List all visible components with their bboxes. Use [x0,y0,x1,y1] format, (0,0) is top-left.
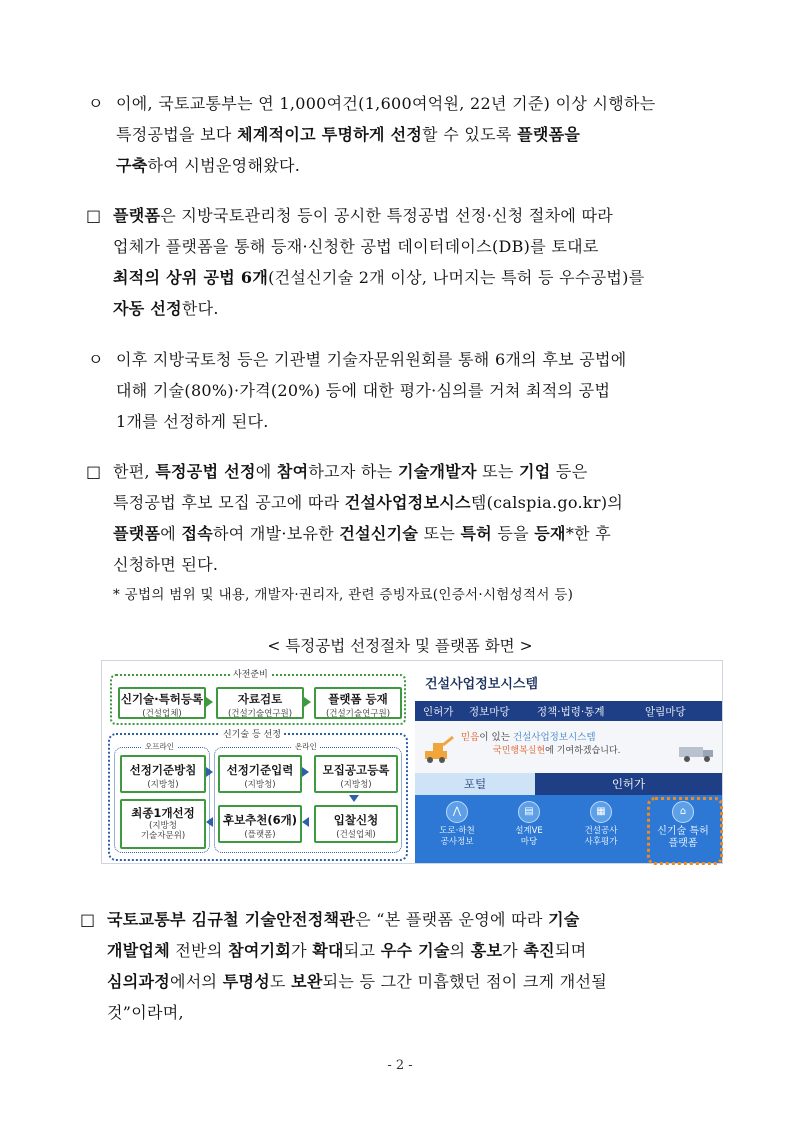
report-icon: ▦ [590,801,612,823]
p3-line3: 1개를 선정하게 된다. [116,412,269,431]
p5-line3: 심의과정에서의 투명성도 보완되는 등 그간 미흡했던 점이 크게 개선될 [107,972,608,991]
arrow-right-icon [304,697,311,707]
p1-line3: 구축하여 시범운영해왔다. [116,156,301,175]
banner-line1: 믿음이 있는 건설사업정보시스템 [461,732,596,743]
site-menu-panel [415,795,722,863]
p4-line1: 한편, 특정공법 선정에 참여하고자 하는 기술개발자 또는 기업 등은 [113,462,588,481]
arrow-left-icon [206,817,213,827]
p2-line2: 업체가 플랫폼을 통해 등재·신청한 공법 데이터데이스(DB)를 토대로 [113,237,599,256]
step-final-selection: 최종1개선정 (지방청 기술자문위) [120,799,206,849]
site-nav [415,701,722,721]
nav-item-policy[interactable]: 정책·법령·통계 [537,706,605,718]
figure [101,660,723,864]
step-criteria-input: 선정기준입력 (지방청) [218,755,302,793]
p5-line1: 국토교통부 김규철 기술안전정책관은 “본 플랫폼 운영에 따라 기술 [107,910,580,929]
p2-line1: 플랫폼은 지방국토관리청 등이 공시한 특정공법 선정·신청 절차에 따라 [113,206,614,225]
menu-post-evaluation[interactable]: ▦ 건설공사 사후평가 [569,801,633,848]
p1-line2: 특정공법을 보다 체계적이고 투명하게 선정할 수 있도록 플랫폼을 [116,125,581,144]
banner-line2: 국민행복실현에 기여하겠습니다. [493,746,621,756]
step-recruit-notice: 모집공고등록 (지방청) [314,755,398,793]
circle-bullet: ㅇ [88,94,104,113]
group-selection-label: 신기술 등 선정 [220,727,284,740]
page-number: - 2 - [387,1058,413,1073]
step-candidate-recommend: 후보추천(6개) (플랫폼) [218,805,302,843]
p4-line4: 신청하면 된다. [113,555,219,574]
p2-line3: 최적의 상위 공법 6개(건설신기술 2개 이상, 나머지는 특허 등 우수공법)를 [113,268,645,287]
site-title: 건설사업정보시스템 [425,677,539,692]
tab-portal[interactable]: 포털 [415,773,535,795]
tab-permits[interactable]: 인허가 [535,773,722,795]
offline-label: 오프라인 [142,741,177,752]
arrow-right-icon [302,767,309,777]
arrow-right-icon [206,697,213,707]
menu-design-ve[interactable]: ▤ 설계VE 마당 [497,801,561,848]
document-icon: ▤ [518,801,540,823]
platform-screenshot [415,661,722,863]
highlight-outline [647,797,723,865]
p5-line2: 개발업체 전반의 참여기회가 확대되고 우수 기술의 홍보가 촉진되며 [107,941,587,960]
online-label: 온라인 [292,741,320,752]
circle-bullet: ㅇ [88,350,104,369]
square-bullet: □ [86,206,102,225]
footnote: * 공법의 범위 및 내용, 개발자·권리자, 관련 증빙자료(인증서·시험성적서 등) [113,587,574,603]
menu-road-river[interactable]: ⋀ 도로·하천 공사정보 [425,801,489,848]
excavator-icon [421,733,457,763]
square-bullet: □ [86,462,102,481]
nav-item-notice[interactable]: 알림마당 [645,706,686,718]
step-selection-policy: 선정기준방침 (지방청) [120,755,206,793]
p4-line2: 특정공법 후보 모집 공고에 따라 건설사업정보시스템(calspia.go.kr)의 [113,493,624,512]
menu-tech-patent-platform[interactable]: ⌂ 신기술 특허 플랫폼 [651,801,715,850]
figure-caption: < 특정공법 선정절차 및 플랫폼 화면 > [267,637,533,655]
nav-item-info[interactable]: 정보마당 [469,706,510,718]
p3-line2: 대해 기술(80%)·가격(20%) 등에 대한 평가·심의를 거쳐 최적의 공법 [116,381,611,400]
p5-line4: 것”이라며, [107,1003,184,1022]
nav-item-permits[interactable]: 인허가 [423,706,454,718]
arrow-right-icon [206,767,213,777]
crane-icon: ⌂ [672,801,694,823]
step-bid-application: 입찰신청 (건설업체) [314,805,398,843]
p1-line1: 이에, 국토교통부는 연 1,000여건(1,600여억원, 22년 기준) 이상 시행하는 [116,94,656,113]
step-data-review: 자료검토 (건설기술연구원) [216,687,304,719]
arrow-left-icon [302,817,309,827]
step-tech-register: 신기술·특허등록 (건설업체) [118,687,206,719]
group-pre-label: 사전준비 [230,667,271,680]
truck-icon [677,735,717,765]
step-platform-listing: 플랫폼 등재 (건설기술연구원) [314,687,402,719]
site-banner [415,721,722,773]
p2-line4: 자동 선정한다. [113,299,219,318]
p4-line3: 플랫폼에 접속하여 개발·보유한 건설신기술 또는 특허 등을 등재*한 후 [113,524,612,543]
process-diagram [102,661,410,863]
p3-line1: 이후 지방국토청 등은 기관별 기술자문위원회를 통해 6개의 후보 공법에 [116,350,627,369]
square-bullet: □ [80,910,96,929]
arrow-down-icon [349,795,359,802]
road-icon: ⋀ [446,801,468,823]
site-tabs [415,773,722,795]
